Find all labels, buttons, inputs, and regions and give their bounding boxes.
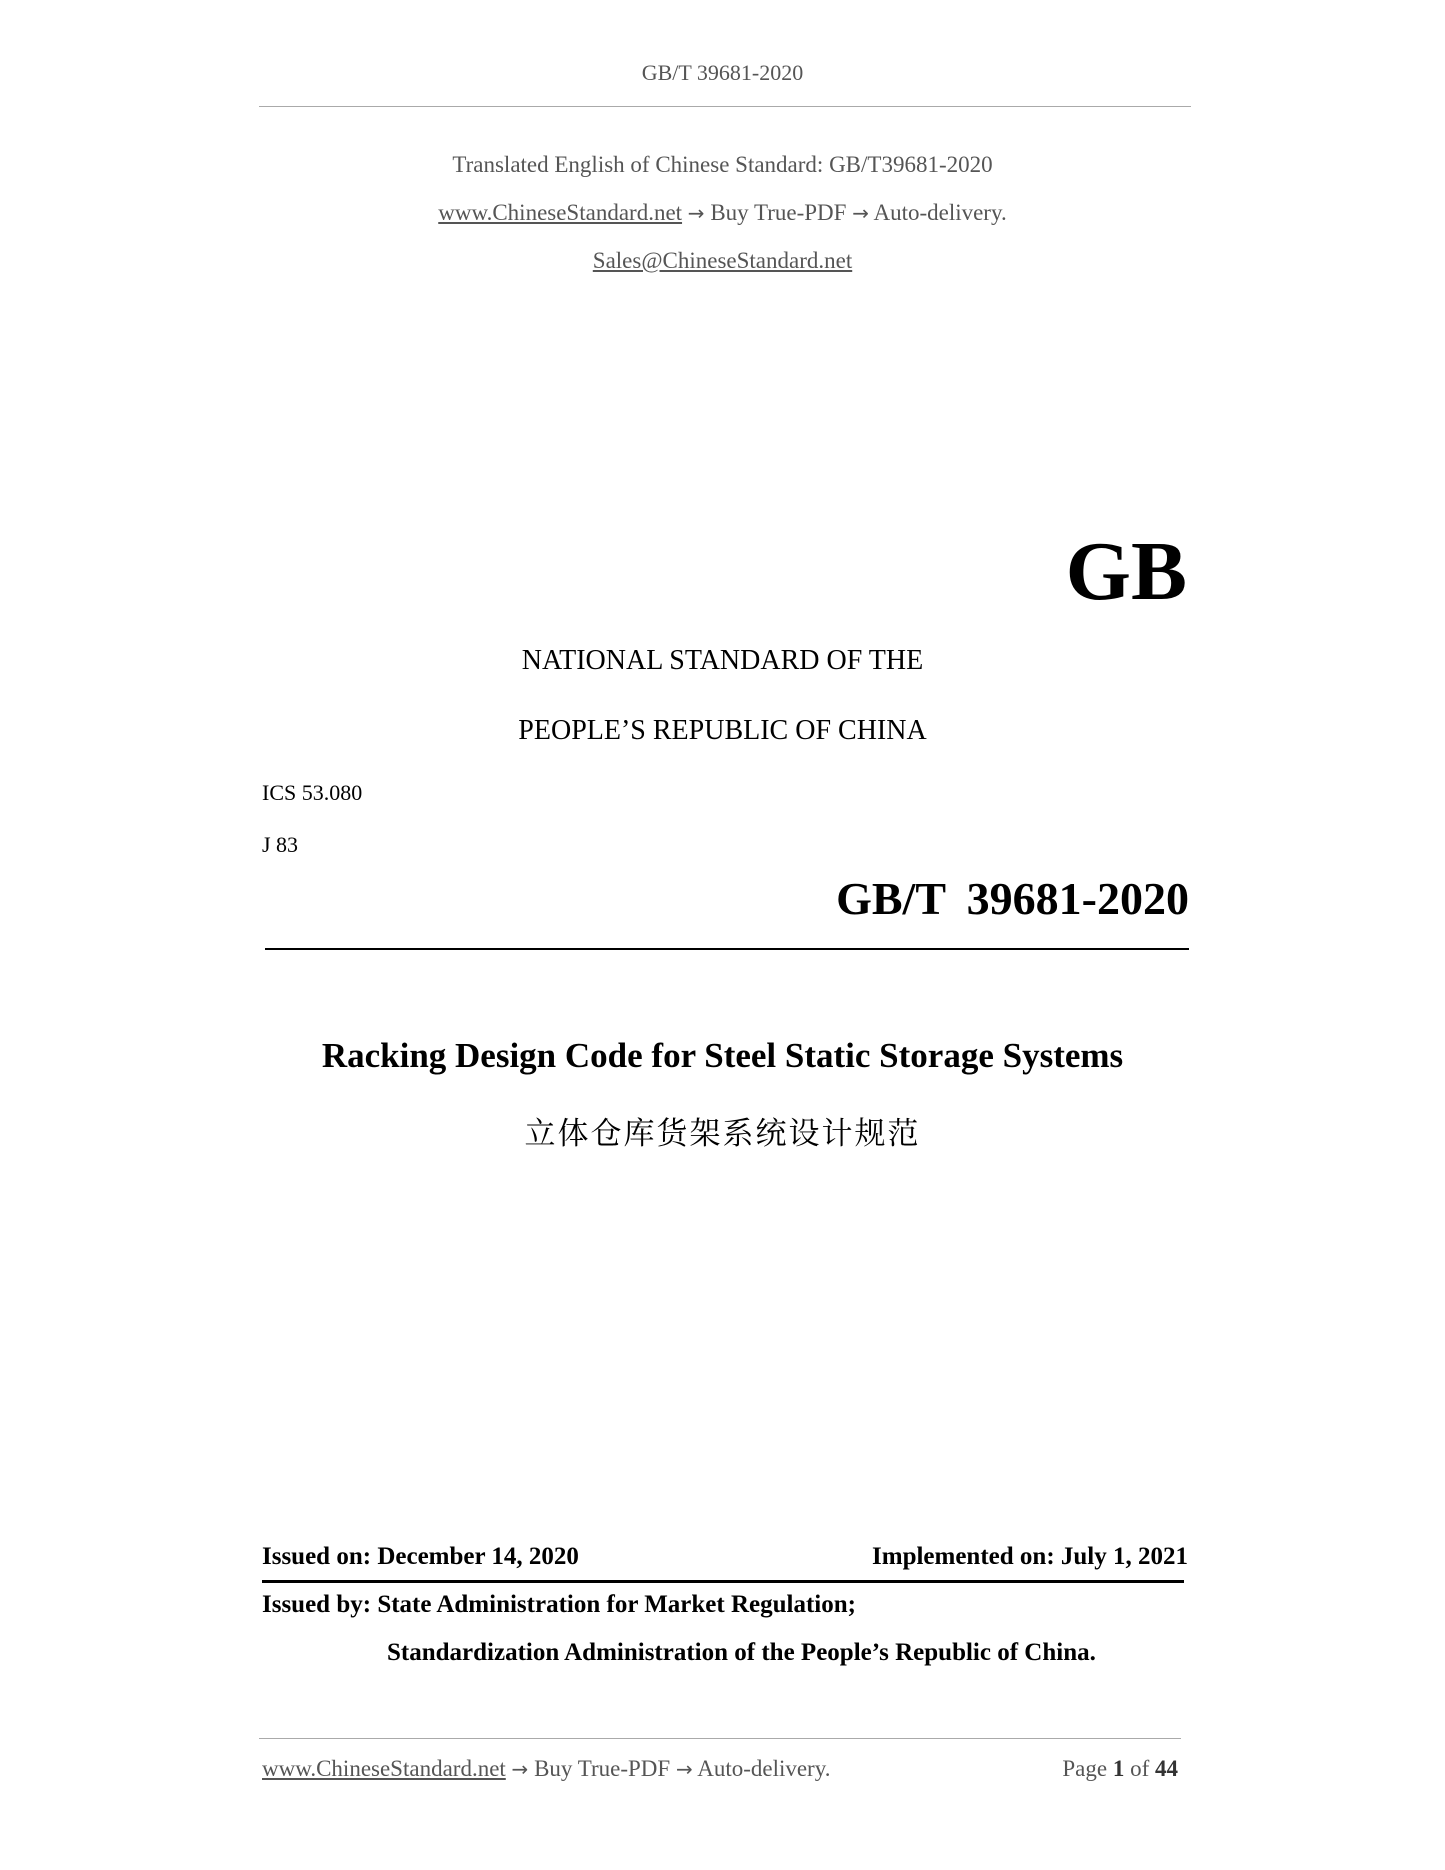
title-english: Racking Design Code for Steel Static Storage Systems (321, 1036, 1124, 1075)
issued-by-line-2: Standardization Administration of the People’s Republic of China. (387, 1639, 1096, 1666)
page-indicator (1062, 1756, 1178, 1782)
page-of: of (1130, 1756, 1150, 1781)
running-header-title: GB/T 39681-2020 (641, 60, 804, 85)
arrow-right-icon: → (675, 1757, 693, 1781)
national-standard-line-1: NATIONAL STANDARD OF THE (521, 645, 924, 676)
auto-delivery-text: Auto-delivery. (873, 200, 1007, 225)
title-chinese: 立体仓库货架系统设计规范 (524, 1116, 921, 1152)
email-line (0, 248, 1445, 274)
footer-site-link[interactable]: www.ChineseStandard.net (262, 1756, 506, 1781)
national-standard-line-2: PEOPLE’S REPUBLIC OF CHINA (518, 715, 927, 746)
arrow-right-icon: → (511, 1757, 529, 1781)
buy-true-pdf-text: Buy True-PDF (710, 200, 847, 225)
page-label: Page (1062, 1756, 1108, 1781)
footer-buy-text: Buy True-PDF (534, 1756, 671, 1781)
issued-by-line-1: Issued by: State Administration for Market Regulation; (262, 1591, 856, 1618)
purchase-line (0, 200, 1445, 226)
issued-on: Issued on: December 14, 2020 (262, 1543, 579, 1570)
standard-number-rule (265, 948, 1189, 950)
footer-rule (259, 1738, 1181, 1739)
header-rule (259, 106, 1191, 107)
footer (262, 1756, 1178, 1782)
implemented-on: Implemented on: July 1, 2021 (872, 1543, 1188, 1570)
standard-number: GB/T 39681-2020 (836, 873, 1189, 924)
arrow-right-icon: → (687, 201, 705, 225)
gb-mark: GB (1065, 525, 1187, 618)
page-current: 1 (1112, 1756, 1125, 1781)
page-total: 44 (1155, 1756, 1178, 1781)
ics-code: ICS 53.080 (262, 780, 363, 805)
sales-email-link[interactable]: Sales@ChineseStandard.net (592, 248, 853, 273)
arrow-right-icon: → (852, 201, 869, 225)
issuance-rule (262, 1580, 1184, 1583)
ccs-code: J 83 (262, 832, 299, 857)
footer-auto-text: Auto-delivery. (697, 1756, 831, 1781)
issuance-dates (262, 1543, 1188, 1571)
site-link[interactable]: www.ChineseStandard.net (438, 200, 683, 225)
translation-notice: Translated English of Chinese Standard: GB/T39681-2020 (452, 152, 993, 177)
